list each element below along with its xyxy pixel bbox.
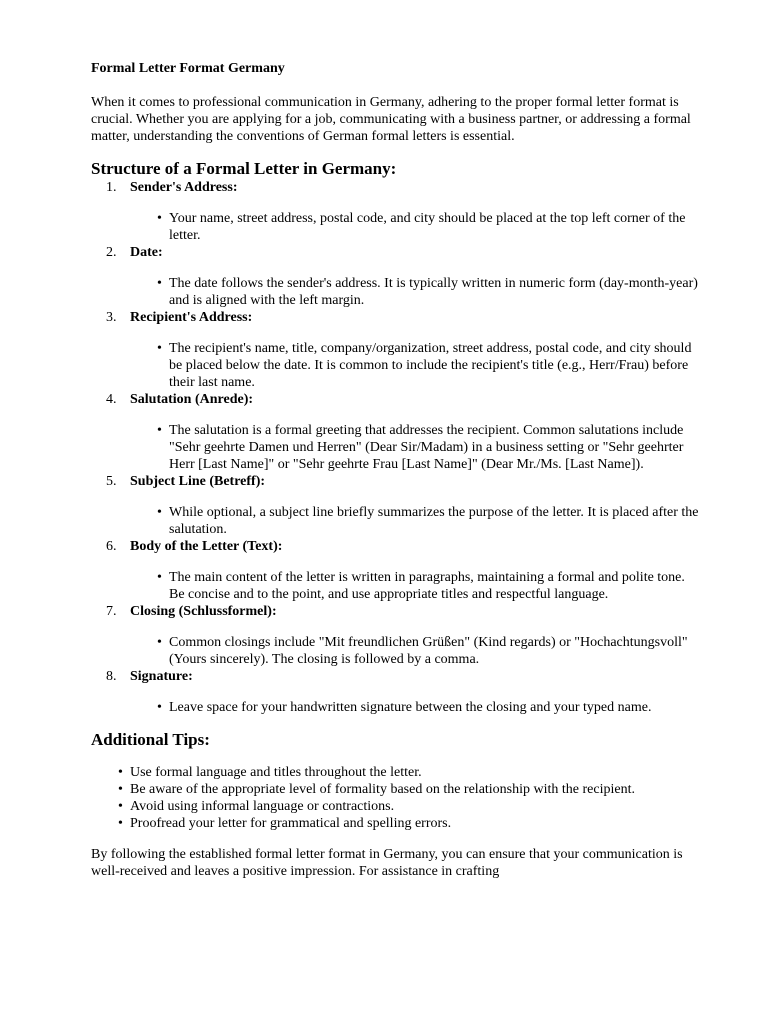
section-detail-text: Common closings include "Mit freundlichen Grüßen" (Kind regards) or "Hochachtungsvoll" (Yours sincerely). The closing is followed by a comma. xyxy=(169,635,688,667)
structure-heading: Structure of a Formal Letter in Germany: xyxy=(91,159,397,178)
bullet-icon: • xyxy=(118,782,123,797)
bullet-icon: • xyxy=(157,570,162,585)
section-label: Signature: xyxy=(130,669,193,684)
bullet-icon: • xyxy=(157,505,162,520)
section-number: 7. xyxy=(106,604,117,619)
section-detail-text: The salutation is a formal greeting that addresses the recipient. Common salutations include "Sehr geehrte Damen und Herren" (Dear Sir/Madam) in a business setting or "Sehr geehrter Herr [Last Name]" or "Sehr geehrte Frau [Last Name]" (Dear Mr./Ms. [Last Name]). xyxy=(169,423,684,472)
section-label: Body of the Letter (Text): xyxy=(130,539,283,554)
tips-heading: Additional Tips: xyxy=(91,730,210,749)
section-item xyxy=(91,309,708,391)
section-detail-list xyxy=(130,699,702,716)
section-item xyxy=(91,391,708,473)
section-detail-text: The date follows the sender's address. It is typically written in numeric form (day-month-year) and is aligned with the left margin. xyxy=(169,276,698,308)
section-detail-text: The main content of the letter is written in paragraphs, maintaining a formal and polite tone. Be concise and to the point, and use appropriate titles and respectful language. xyxy=(169,570,685,602)
bullet-icon: • xyxy=(157,423,162,438)
section-number: 6. xyxy=(106,539,117,554)
section-detail-list xyxy=(130,210,702,244)
section-number: 5. xyxy=(106,474,117,489)
bullet-icon: • xyxy=(157,700,162,715)
section-detail-list xyxy=(130,275,702,309)
closing-paragraph: By following the established formal letter format in Germany, you can ensure that your communication is well-received and leaves a positive impression. For assistance in crafting xyxy=(91,847,683,879)
bullet-icon: • xyxy=(157,341,162,356)
section-item xyxy=(91,668,708,716)
bullet-icon: • xyxy=(157,276,162,291)
section-detail-list xyxy=(130,504,702,538)
document-title: Formal Letter Format Germany xyxy=(91,61,285,76)
section-detail-text: While optional, a subject line briefly summarizes the purpose of the letter. It is placed after the salutation. xyxy=(169,505,699,537)
section-detail-item xyxy=(157,569,702,603)
section-label: Subject Line (Betreff): xyxy=(130,474,266,489)
tip-text: Be aware of the appropriate level of formality based on the relationship with the recipient. xyxy=(130,782,635,797)
tip-item xyxy=(118,781,708,798)
sections-list xyxy=(91,179,708,716)
section-label: Closing (Schlussformel): xyxy=(130,604,277,619)
section-label: Recipient's Address: xyxy=(130,310,253,325)
section-number: 1. xyxy=(106,180,117,195)
section-detail-text: Your name, street address, postal code, and city should be placed at the top left corner of the letter. xyxy=(169,211,686,243)
section-label: Sender's Address: xyxy=(130,180,238,195)
section-item xyxy=(91,244,708,309)
intro-paragraph: When it comes to professional communication in Germany, adhering to the proper formal letter format is crucial. Whether you are applying for a job, communicating with a business partner, or addressing a formal matter, understanding the conventions of German formal letters is essential. xyxy=(91,95,691,144)
bullet-icon: • xyxy=(118,765,123,780)
tip-text: Use formal language and titles throughout the letter. xyxy=(130,765,422,780)
bullet-icon: • xyxy=(157,211,162,226)
tips-list xyxy=(91,764,708,832)
bullet-icon: • xyxy=(118,799,123,814)
section-item xyxy=(91,473,708,538)
section-number: 3. xyxy=(106,310,117,325)
tip-text: Avoid using informal language or contractions. xyxy=(130,799,395,814)
section-item xyxy=(91,538,708,603)
section-detail-item xyxy=(157,634,702,668)
section-detail-item xyxy=(157,699,702,716)
section-number: 8. xyxy=(106,669,117,684)
section-detail-list xyxy=(130,340,702,391)
section-label: Date: xyxy=(130,245,163,260)
section-item xyxy=(91,179,708,244)
tip-item xyxy=(118,815,708,832)
bullet-icon: • xyxy=(118,816,123,831)
section-detail-list xyxy=(130,634,702,668)
section-detail-text: The recipient's name, title, company/organization, street address, postal code, and city should be placed below the date. It is common to include the recipient's title (e.g., Herr/Frau) before their last name. xyxy=(169,341,692,390)
section-detail-text: Leave space for your handwritten signature between the closing and your typed name. xyxy=(169,700,652,715)
section-detail-item xyxy=(157,210,702,244)
section-item xyxy=(91,603,708,668)
section-detail-item xyxy=(157,340,702,391)
section-detail-item xyxy=(157,422,702,473)
section-detail-list xyxy=(130,569,702,603)
section-detail-list xyxy=(130,422,702,473)
tip-item xyxy=(118,764,708,781)
section-number: 2. xyxy=(106,245,117,260)
section-detail-item xyxy=(157,504,702,538)
bullet-icon: • xyxy=(157,635,162,650)
section-label: Salutation (Anrede): xyxy=(130,392,254,407)
section-number: 4. xyxy=(106,392,117,407)
tip-text: Proofread your letter for grammatical and spelling errors. xyxy=(130,816,452,831)
section-detail-item xyxy=(157,275,702,309)
tip-item xyxy=(118,798,708,815)
